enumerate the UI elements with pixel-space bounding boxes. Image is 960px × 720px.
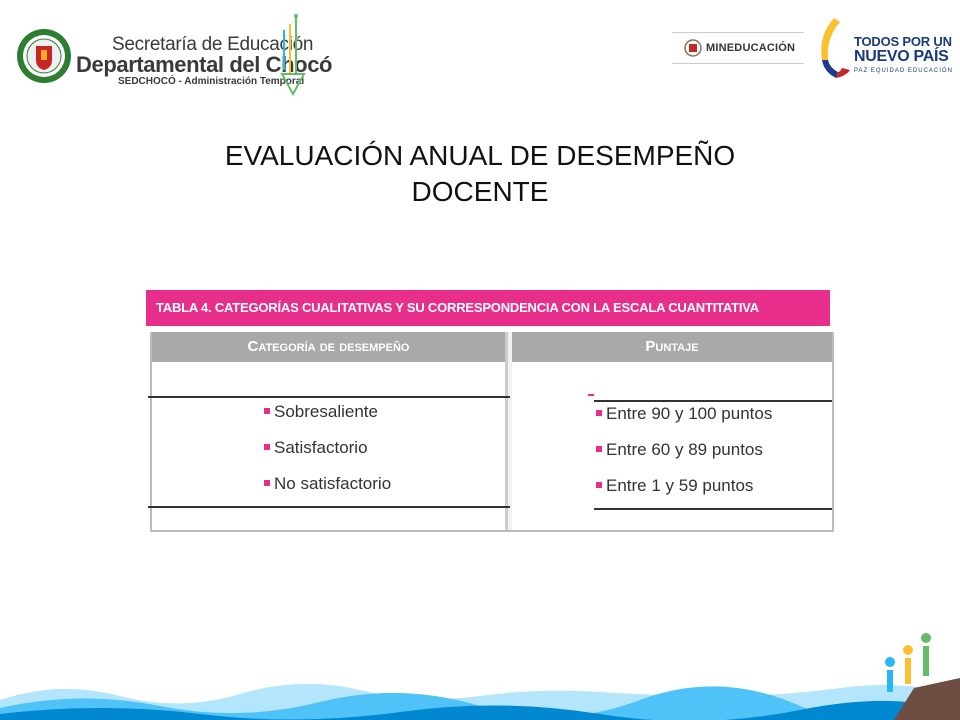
score-item: Entre 90 y 100 puntos <box>596 404 772 424</box>
sed-title-line2: Departamental del Chocó <box>76 52 333 77</box>
todos-tagline: PAZ EQUIDAD EDUCACIÓN <box>854 68 953 74</box>
page-title-line1: EVALUACIÓN ANUAL DE DESEMPEÑO <box>224 140 736 171</box>
sed-title-line1: Secretaría de Educación <box>112 34 314 55</box>
todos-line1: TODOS POR UN <box>854 34 952 49</box>
row-divider <box>594 400 832 402</box>
category-item: No satisfactorio <box>264 474 391 494</box>
category-column <box>152 332 508 530</box>
flag-swoosh-icon <box>814 16 854 80</box>
colored-pencil-icon <box>278 12 308 96</box>
page-title <box>0 138 960 210</box>
department-seal-icon <box>16 28 72 84</box>
row-divider <box>148 506 510 508</box>
colombia-shield-icon <box>684 39 702 57</box>
todos-line2: NUEVO PAÍS <box>854 48 949 65</box>
category-header: Categoría de desempeño <box>152 332 505 362</box>
page-title-line2: DOCENTE <box>411 176 549 207</box>
category-item: Satisfactorio <box>264 438 368 458</box>
children-icon <box>874 628 960 720</box>
score-item: Entre 1 y 59 puntos <box>596 476 753 496</box>
score-header: Puntaje <box>512 332 832 362</box>
sed-subtitle: SEDCHOCÓ - Administración Temporal <box>118 76 305 87</box>
todos-por-un-nuevo-pais-logo <box>814 16 954 80</box>
pink-tick <box>588 394 594 396</box>
table-caption: TABLA 4. CATEGORÍAS CUALITATIVAS Y SU CORRESPONDENCIA CON LA ESCALA CUANTITATIVA <box>146 290 830 326</box>
category-item: Sobresaliente <box>264 402 378 422</box>
performance-table <box>146 288 836 538</box>
table-body <box>150 332 834 532</box>
score-item: Entre 60 y 89 puntos <box>596 440 763 460</box>
wave-decoration <box>0 660 960 720</box>
score-column <box>512 332 832 530</box>
mineducacion-logo <box>672 32 804 64</box>
row-divider <box>594 508 832 510</box>
sed-choco-logo <box>16 24 333 96</box>
mineducacion-text: MINEDUCACIÓN <box>706 42 796 54</box>
row-divider <box>148 396 510 398</box>
